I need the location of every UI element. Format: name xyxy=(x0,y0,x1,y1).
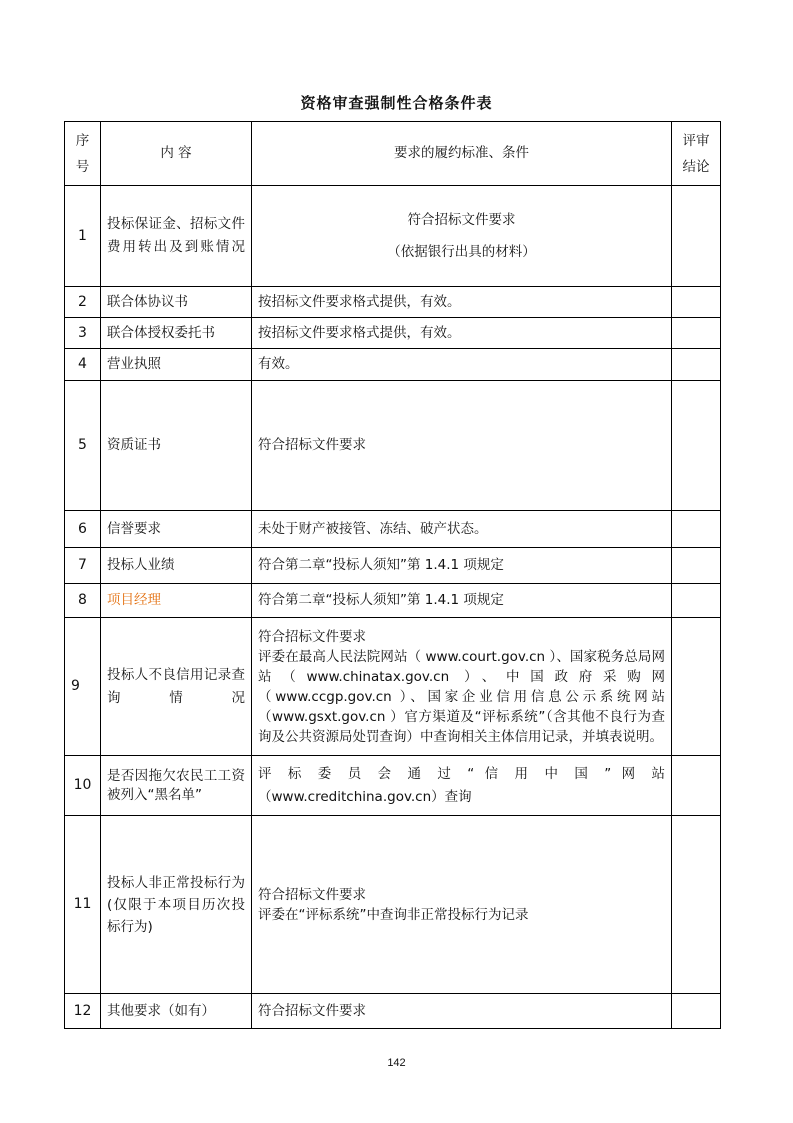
row-conclusion[interactable] xyxy=(672,756,721,816)
row-standard: 未处于财产被接管、冻结、破产状态。 xyxy=(252,511,672,548)
row-content: 投标人不良信用记录查询情况 xyxy=(101,618,252,756)
row-standard xyxy=(252,618,672,756)
row-content: 联合体协议书 xyxy=(101,287,252,318)
row-number: 2 xyxy=(65,287,101,318)
row-conclusion[interactable] xyxy=(672,816,721,994)
row-number: 5 xyxy=(65,381,101,511)
row-content: 投标人非正常投标行为(仅限于本项目历次投标行为) xyxy=(101,816,252,994)
row-content: 投标保证金、招标文件费用转出及到账情况 xyxy=(101,186,252,287)
page-number: 142 xyxy=(387,1057,406,1069)
table-row xyxy=(65,816,721,994)
page-title: 资格审查强制性合格条件表 xyxy=(300,94,493,112)
table-row xyxy=(65,287,721,318)
table-row xyxy=(65,618,721,756)
table-row xyxy=(65,186,721,287)
header-standard: 要求的履约标准、条件 xyxy=(252,122,672,186)
row-number: 10 xyxy=(65,756,101,816)
row-conclusion[interactable] xyxy=(672,584,721,618)
row-conclusion[interactable] xyxy=(672,994,721,1029)
row-number: 3 xyxy=(65,318,101,349)
row-standard: 符合招标文件要求 xyxy=(252,381,672,511)
row-content: 信誉要求 xyxy=(101,511,252,548)
row-content-highlighted: 项目经理 xyxy=(101,584,252,618)
row-number: 4 xyxy=(65,349,101,381)
row-content: 联合体授权委托书 xyxy=(101,318,252,349)
standard-line: 符合招标文件要求 xyxy=(258,628,366,645)
row-conclusion[interactable] xyxy=(672,318,721,349)
table-row xyxy=(65,548,721,584)
row-number: 1 xyxy=(65,186,101,287)
standard-line: 评委在“评标系统”中查询非正常投标行为记录 xyxy=(258,906,529,923)
standard-line: （依据银行出具的材料） xyxy=(387,244,536,260)
row-content: 营业执照 xyxy=(101,349,252,381)
header-conclusion: 评审结论 xyxy=(672,122,721,186)
row-standard: 按招标文件要求格式提供，有效。 xyxy=(252,287,672,318)
row-standard: 符合招标文件要求 xyxy=(252,994,672,1029)
qualification-table xyxy=(64,121,721,1029)
table-row xyxy=(65,756,721,816)
row-conclusion[interactable] xyxy=(672,287,721,318)
row-conclusion[interactable] xyxy=(672,548,721,584)
row-standard: 按招标文件要求格式提供，有效。 xyxy=(252,318,672,349)
row-number: 12 xyxy=(65,994,101,1029)
row-standard: 有效。 xyxy=(252,349,672,381)
row-content: 是否因拖欠农民工工资被列入“黑名单” xyxy=(101,756,252,816)
table-row xyxy=(65,349,721,381)
row-standard xyxy=(252,186,672,287)
row-conclusion[interactable] xyxy=(672,618,721,756)
row-standard: 评 标 委 员 会 通 过 “ 信 用 中 国 ” 网 站（www.creditchina.gov.cn）查询 xyxy=(252,756,672,816)
row-conclusion[interactable] xyxy=(672,381,721,511)
standard-line: 评委在最高人民法院网站（ www.court.gov.cn ）、国家税务总局网站（www.chinatax.gov.cn ）、中国政府采购网（www.ccgp.gov.cn ）、国家企业信用信息公示系统网站（www.gsxt.gov.cn ）官方渠道及“评标系统”（含其他不良行为查询及公共资源局处罚查询）中查询相关主体信用记录，并填表说明。 xyxy=(258,648,665,745)
row-number: 6 xyxy=(65,511,101,548)
header-index: 序号 xyxy=(65,122,101,186)
row-standard: 符合第二章“投标人须知”第 1.4.1 项规定 xyxy=(252,584,672,618)
standard-line: 符合招标文件要求 xyxy=(407,212,516,228)
table-row xyxy=(65,584,721,618)
header-row xyxy=(65,122,721,186)
row-conclusion[interactable] xyxy=(672,511,721,548)
row-content: 其他要求（如有） xyxy=(101,994,252,1029)
row-conclusion[interactable] xyxy=(672,186,721,287)
row-number: 8 xyxy=(65,584,101,618)
row-number: 9 xyxy=(65,618,101,756)
row-number: 7 xyxy=(65,548,101,584)
standard-line: 符合招标文件要求 xyxy=(258,886,366,903)
row-content: 资质证书 xyxy=(101,381,252,511)
row-standard: 符合第二章“投标人须知”第 1.4.1 项规定 xyxy=(252,548,672,584)
header-content: 内 容 xyxy=(101,122,252,186)
table-row xyxy=(65,318,721,349)
table-row xyxy=(65,511,721,548)
table-row xyxy=(65,381,721,511)
row-standard xyxy=(252,816,672,994)
row-number: 11 xyxy=(65,816,101,994)
table-row xyxy=(65,994,721,1029)
row-conclusion[interactable] xyxy=(672,349,721,381)
row-content: 投标人业绩 xyxy=(101,548,252,584)
